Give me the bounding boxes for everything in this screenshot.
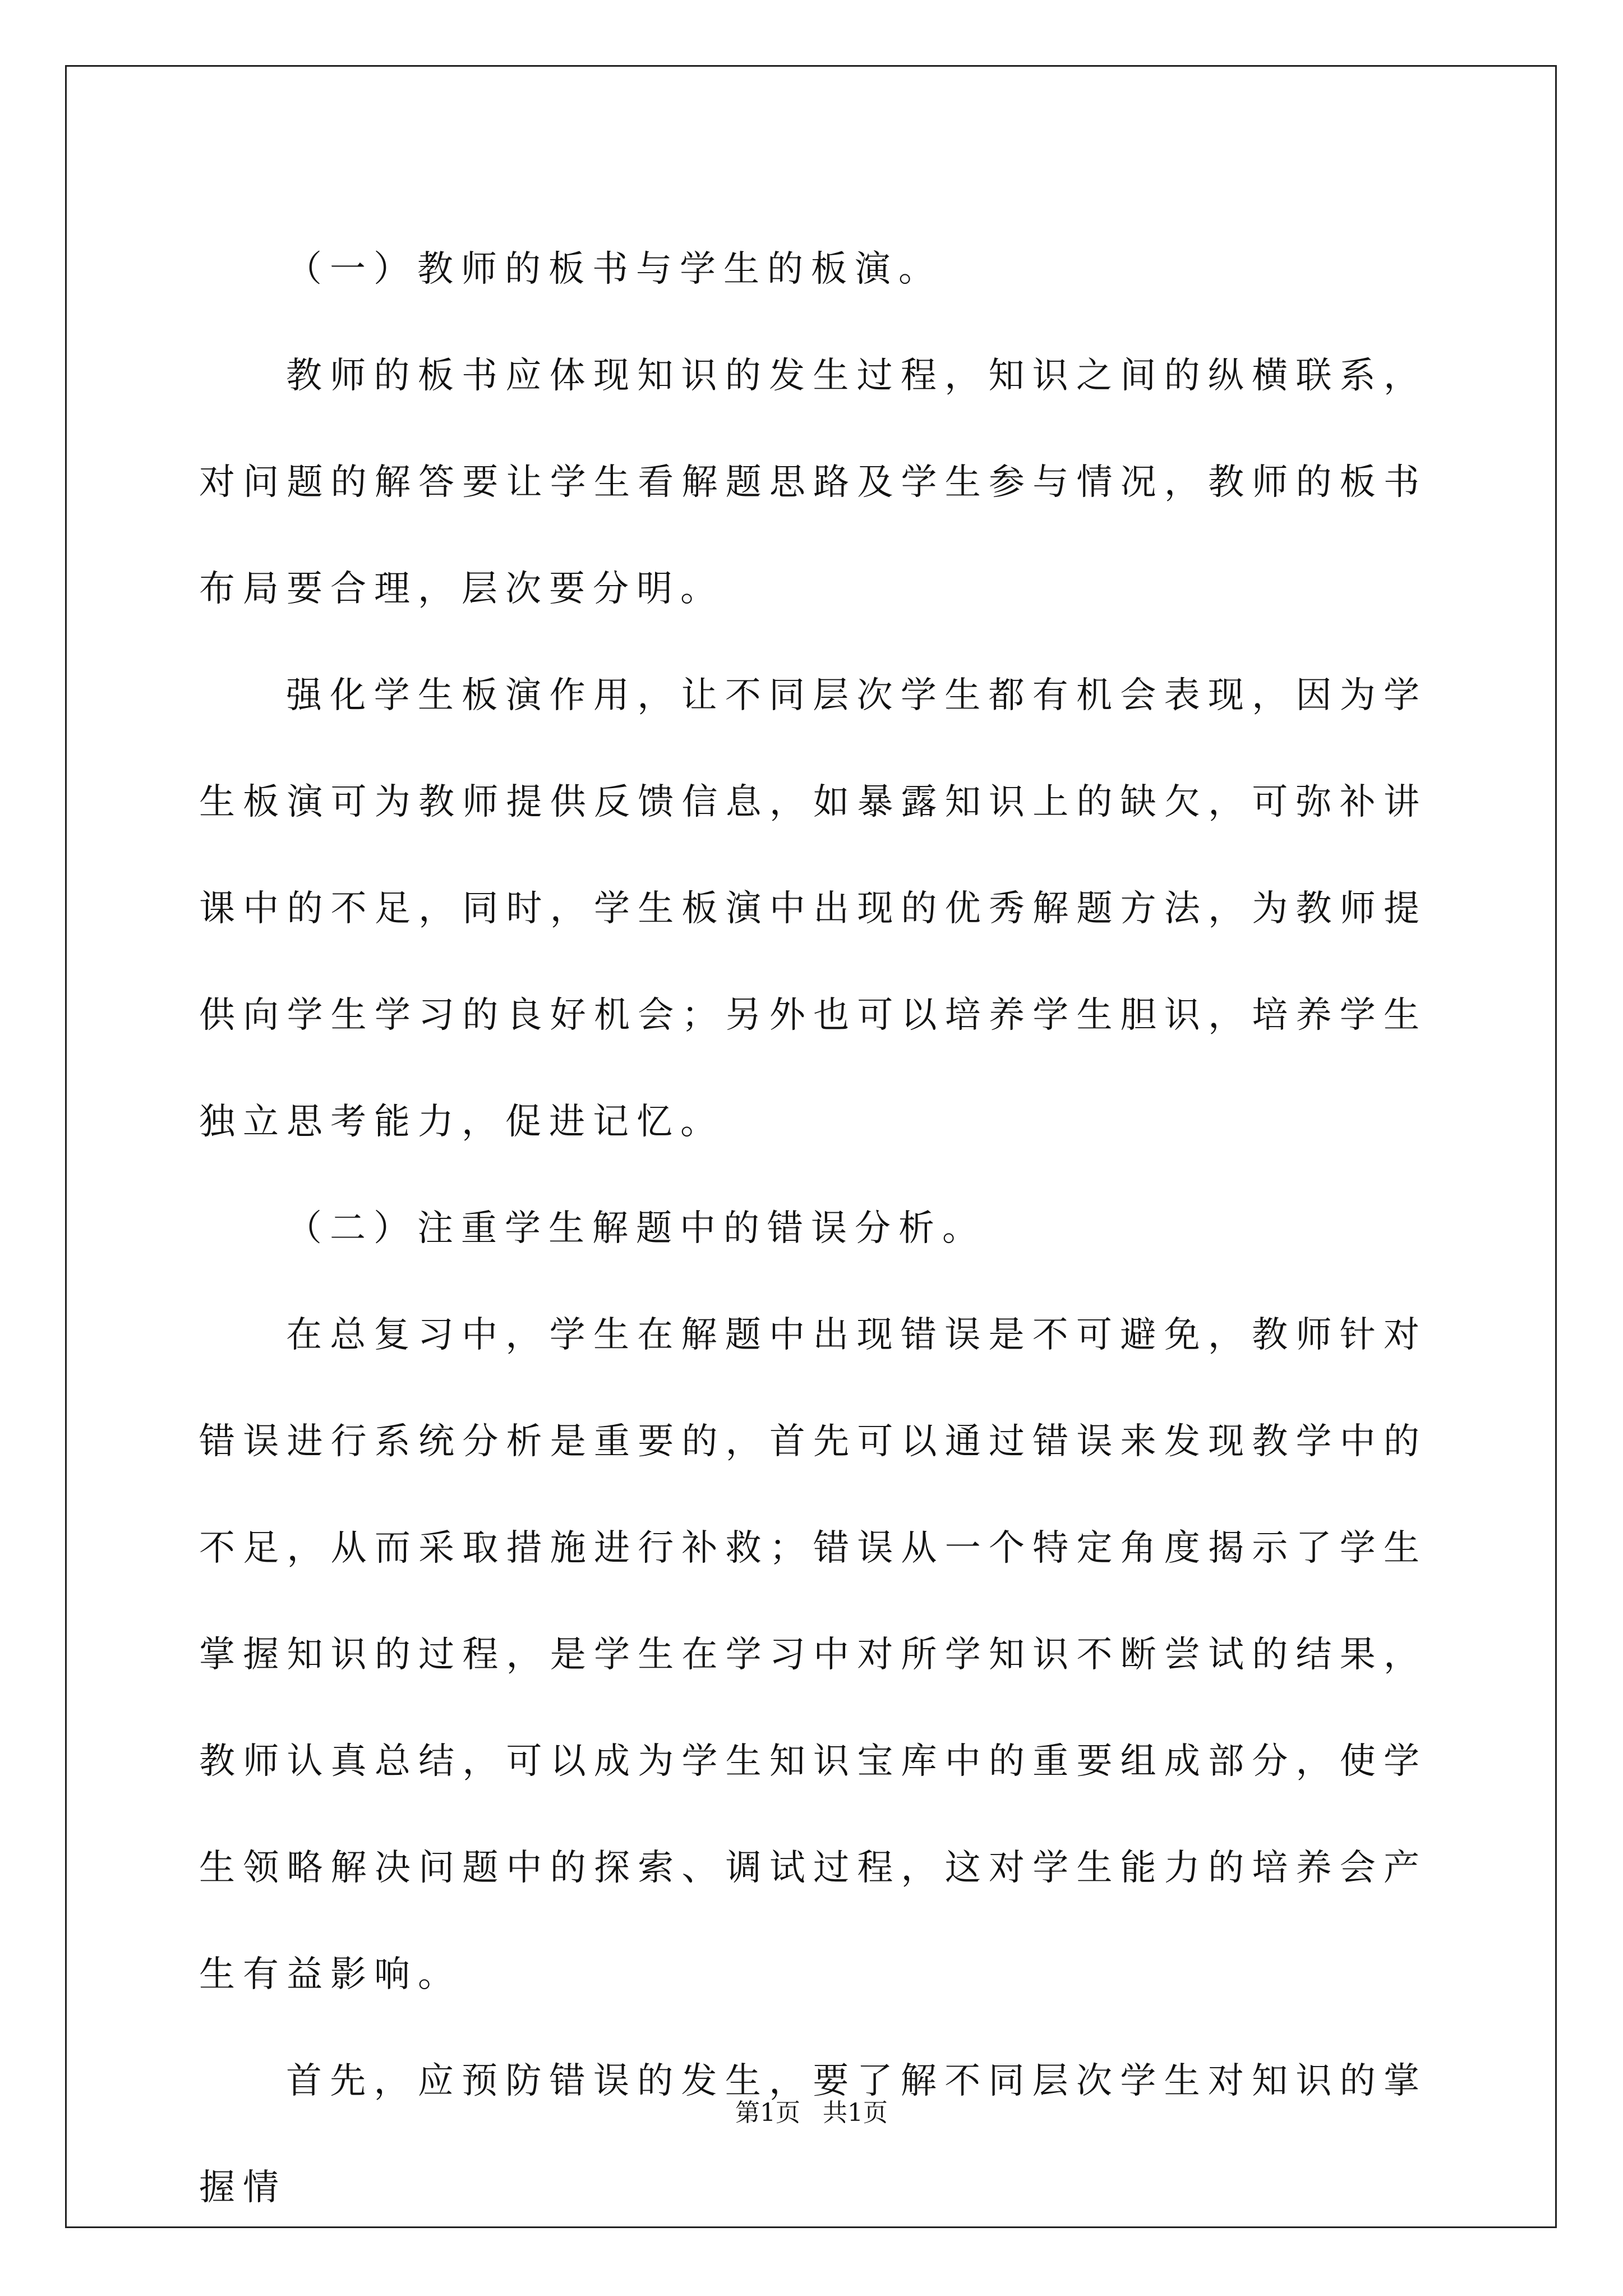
body-paragraph: 首先，应预防错误的发生，要了解不同层次学生对知识的掌握情 — [199, 2060, 1427, 2208]
body-paragraph: 教师的板书应体现知识的发生过程，知识之间的纵横联系，对问题的解答要让学生看解题思路及学生参与情况，教师的板书布局要合理，层次要分明。 — [199, 355, 1427, 610]
body-paragraph: 强化学生板演作用，让不同层次学生都有机会表现，因为学生板演可为教师提供反馈信息，如暴露知识上的缺欠，可弥补讲课中的不足，同时，学生板演中出现的优秀解题方法，为教师提供向学生学习的良好机会；另外也可以培养学生胆识，培养学生独立思考能力，促进记忆。 — [199, 675, 1427, 1143]
page-footer — [0, 2092, 1623, 2128]
page-number-total: 共1页 — [823, 2099, 888, 2127]
page-number-current: 第1页 — [735, 2099, 800, 2127]
body-paragraph: 在总复习中，学生在解题中出现错误是不可避免，教师针对错误进行系统分析是重要的，首先可以通过错误来发现教学中的不足，从而采取措施进行补救；错误从一个特定角度揭示了学生掌握知识的过程，是学生在学习中对所学知识不断尝试的结果，教师认真总结，可以成为学生知识宝库中的重要组成部分，使学生领略解决问题中的探索、调试过程，这对学生能力的培养会产生有益影响。 — [199, 1314, 1427, 1995]
section-heading-1: （一）教师的板书与学生的板演。 — [286, 249, 942, 290]
document-body — [199, 216, 1427, 2241]
section-heading-2: （二）注重学生解题中的错误分析。 — [286, 1208, 986, 1249]
